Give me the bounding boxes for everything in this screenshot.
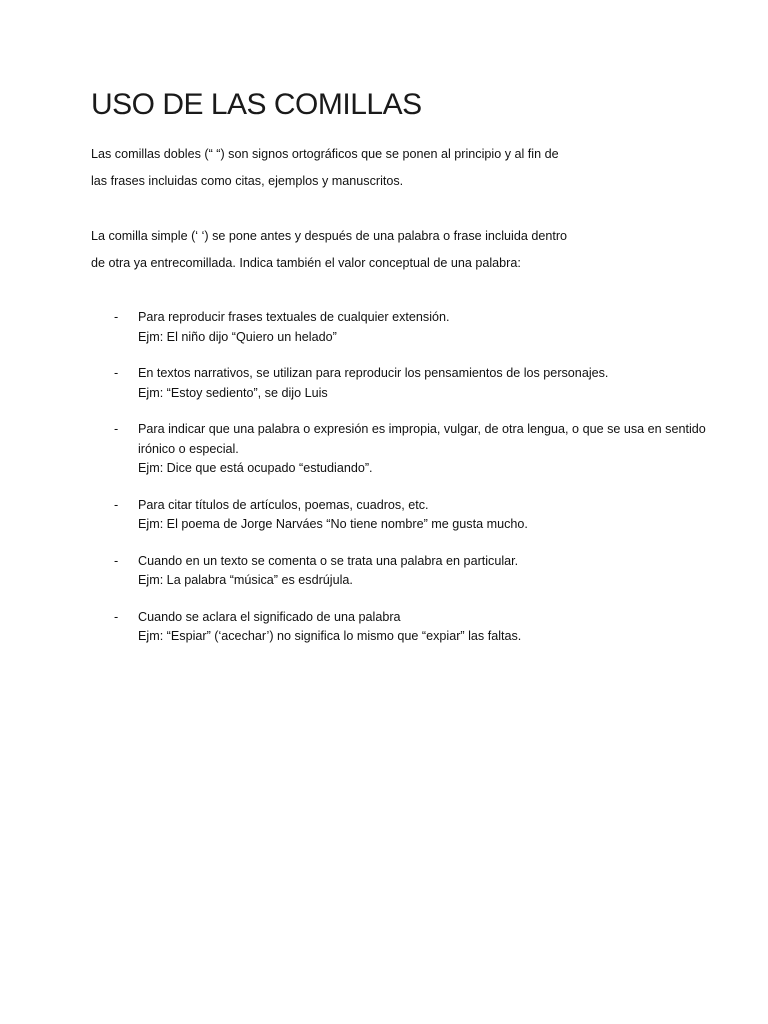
list-item bbox=[0, 496, 768, 535]
intro-paragraph-2-line-1: La comilla simple (‘ ‘) se pone antes y después de una palabra o frase incluida dentro bbox=[91, 229, 568, 243]
bullet-dash: - bbox=[114, 422, 119, 436]
list-item-text: Cuando se aclara el significado de una palabra bbox=[138, 609, 401, 624]
intro-paragraph-1-line-1: Las comillas dobles (“ “) son signos ortográficos que se ponen al principio y al fin de bbox=[91, 147, 559, 161]
intro-paragraph-1-line-2: las frases incluidas como citas, ejemplos y manuscritos. bbox=[91, 174, 404, 188]
list-item-text: En textos narrativos, se utilizan para reproducir los pensamientos de los personajes. bbox=[138, 366, 609, 380]
bullet-dash: - bbox=[114, 553, 119, 568]
bullet-dash: - bbox=[114, 497, 119, 512]
intro-paragraph-2-line-2: de otra ya entrecomillada. Indica también el valor conceptual de una palabra: bbox=[91, 256, 521, 270]
bullet-dash: - bbox=[114, 609, 119, 624]
list-item-example: Ejm: “Estoy sediento”, se dijo Luis bbox=[138, 385, 328, 400]
list-item-text: Cuando en un texto se comenta o se trata una palabra en particular. bbox=[138, 553, 519, 568]
list-item-text: Para citar títulos de artículos, poemas, cuadros, etc. bbox=[138, 497, 429, 512]
list-item-example: Ejm: La palabra “música” es esdrújula. bbox=[138, 573, 353, 587]
list-item bbox=[0, 420, 768, 479]
list-item-text: Para indicar que una palabra o expresión es impropia, vulgar, de otra lengua, o que se usa en sentido irónico o especial. bbox=[138, 422, 706, 456]
list-item-example: Ejm: Dice que está ocupado “estudiando”. bbox=[138, 461, 373, 475]
list-item bbox=[0, 552, 768, 591]
uses-list bbox=[0, 308, 768, 664]
list-item-text: Para reproducir frases textuales de cualquier extensión. bbox=[138, 310, 450, 324]
bullet-dash: - bbox=[114, 366, 119, 380]
bullet-dash: - bbox=[114, 310, 119, 324]
list-item bbox=[0, 308, 768, 347]
list-item bbox=[0, 608, 768, 647]
list-item bbox=[0, 364, 768, 403]
list-item-example: Ejm: El niño dijo “Quiero un helado” bbox=[138, 329, 337, 344]
page-title: USO DE LAS COMILLAS bbox=[91, 88, 422, 121]
list-item-example: Ejm: El poema de Jorge Narváes “No tiene nombre” me gusta mucho. bbox=[138, 517, 528, 531]
list-item-example: Ejm: “Espiar” (‘acechar’) no significa lo mismo que “expiar” las faltas. bbox=[138, 629, 522, 643]
